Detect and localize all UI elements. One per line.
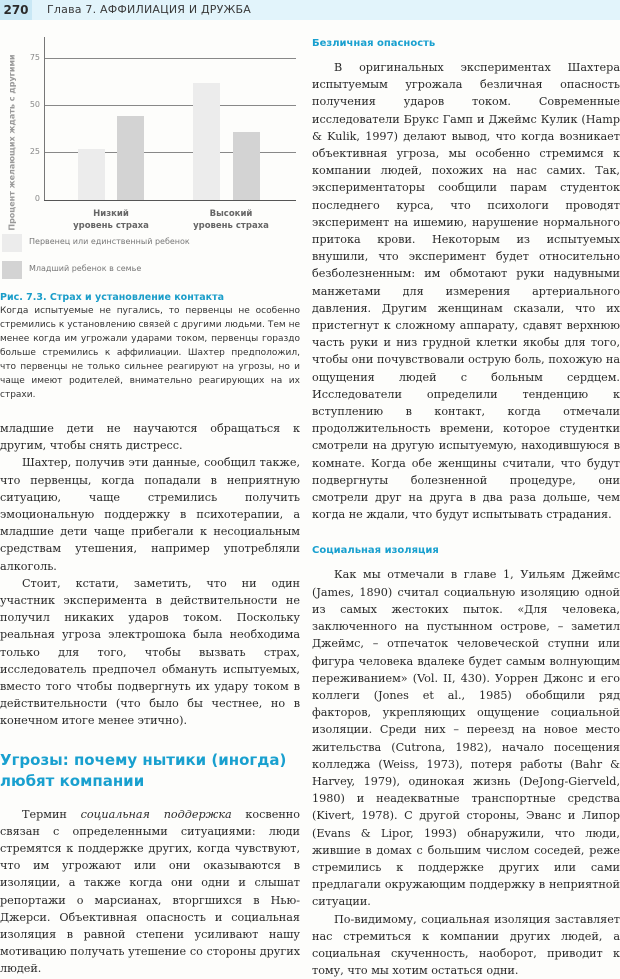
gridline-75 — [44, 58, 296, 59]
legend-swatch-light — [2, 234, 22, 252]
paragraph: В оригинальных экспериментах Шахтера испытуемым угрожала безличная опасность получения ударов током. Современные исследователи Брукс Гамп и Джеймс Кулик (Hamp & Kulik, 1997) делают вывод, что когда возникает объективная угроза, мы особенно стремимся к компании людей, похожих на нас самих. Так, экспериментаторы сообщили парам студенток последнего курса, что психологи проводят эксперимент на ишемию, нарушение нормального притока крови. Некоторым из испытуемых внушили, что эксперимент будет относительно безболезненным: им обмотают руки надувными манжетами для измерения артериального давления. Другим женщинам сказали, что их пристегнут к сложному аппарату, сдавят верхнюю часть руки и низ грудной клетки якобы для того, чтобы они почувствовали острую боль, похожую на ощущения людей с больным сердцем. Исследователи определили тенденцию к вступлению в контакт, когда отмечали продолжительность времени, которое студентки смотрели на другую испытуемую, находившуюся в комнате. Когда обе женщины считали, что будут подвергнуты болезненной процедуре, они смотрели друг на друга в два раза дольше, чем когда не ждали, что будут испытывать страдания. — [312, 61, 620, 522]
legend-swatch-dark — [2, 261, 22, 279]
y-axis-label: Процент желающих ждать с другими — [7, 54, 17, 231]
legend-label: Младший ребенок в семье — [29, 264, 142, 273]
y-tick-50: 50 — [29, 100, 40, 109]
italic-term: социальная поддержка — [80, 807, 232, 821]
category-low-fear — [66, 208, 156, 232]
gridline-50 — [44, 105, 296, 106]
y-axis — [44, 37, 45, 201]
figure-title: Рис. 7.3. Страх и установление контакта — [0, 292, 225, 303]
paragraph: Как мы отмечали в главе 1, Уильям Джеймс (James, 1890) считал социальную изоляцию одной из самых жестоких пыток. «Для человека, заключенного на пустынном острове, – заметил Джеймс, – отпечаток человеческой ступни или фигура человека вдалеке будет самым волнующим переживанием» (Vol. II, 430). Уоррен Джонс и его коллеги (Jones et al., 1985) обобщили ряд факторов, укрепляющих ощущение социальной изоляции. Среди них – переезд на новое место жительства (Cutrona, 1982), начало посещения колледжа (Weiss, 1973), потеря работы (Bahr & Harvey, 1979), одинокая жизнь (DeJong-Gierveld, 1980) и неадекватные транспортные средства (Kivert, 1978). С другой стороны, Эванс и Липор (Evans & Lipor, 1993) обнаружили, что люди, жившие в домах с большим числом соседей, реже стремились к поддержке других или сами предлагали окружающим поддержку в неприятной ситуации. — [312, 568, 620, 909]
right-column — [312, 28, 620, 979]
figure-caption: Когда испытуемые не пугались, то первенцы не особенно стремились к установлению связей с другими людьми. Тем не менее когда им угрожали ударами током, первенцы гораздо больше стремились к аффилиации. Шахтер предположил, что первенцы не только сильнее реагируют на угрозы, но и чаще имеют родителей, внимательно реагирующих на их страхи. — [0, 306, 300, 400]
section-heading: Угрозы: почему нытики (иногда) любят компании — [0, 750, 287, 790]
paragraph — [0, 806, 300, 978]
category-label-line: Низкий — [93, 209, 129, 219]
running-header — [0, 0, 620, 20]
bar-high-fear-first-born — [193, 83, 220, 200]
legend-label: Первенец или единственный ребенок — [29, 237, 190, 246]
left-column — [0, 28, 300, 978]
y-tick-25: 25 — [29, 147, 40, 156]
bar-high-fear-later-born — [233, 132, 260, 200]
chapter-title: Глава 7. АФФИЛИАЦИЯ И ДРУЖБА — [47, 3, 251, 16]
category-high-fear — [186, 208, 276, 232]
paragraph: Шахтер, получив эти данные, сообщил также, что первенцы, когда попадали в неприятную ситуацию, чаще стремились получить эмоциональную поддержку в психотерапии, а младшие дети чаще прибегали к несоциальным средствам утешения, например употребляли алкоголь. — [0, 456, 300, 573]
category-label-line: уровень страха — [193, 221, 269, 231]
bar-low-fear-first-born — [78, 149, 105, 200]
y-tick-0: 0 — [34, 194, 40, 203]
paragraph: младшие дети не научаются обращаться к другим, чтобы снять дистресс. — [0, 422, 300, 453]
paragraph: По-видимому, социальная изоляция заставляет нас стремиться к компании других людей, а социальная скученность, наоборот, приводит к тому, что мы хотим остаться одни. — [312, 912, 620, 978]
bar-chart — [0, 28, 300, 288]
category-label-line: уровень страха — [73, 221, 149, 231]
legend-item-later-born — [2, 261, 292, 279]
subheading: Безличная опасность — [312, 38, 436, 49]
x-axis — [44, 200, 296, 201]
category-label-line: Высокий — [209, 209, 253, 219]
bar-low-fear-later-born — [117, 116, 144, 200]
text-run: Термин — [22, 807, 81, 821]
subheading: Социальная изоляция — [312, 545, 439, 557]
legend-item-first-born — [2, 234, 292, 252]
text-run: косвенно связан с определенными ситуациями: люди стремятся к поддержке других, когда чувствуют, что им угрожают или они оказываются в изоляции, а также когда они одни и слышат репортажи о марсианах, вторгшихся в Нью-Джерси. Объективная опасность и социальная изоляция в равной степени усиливают нашу мотивацию получать утешение со стороны других людей. — [0, 807, 300, 976]
paragraph: Стоит, кстати, заметить, что ни один участник эксперимента в действительности не получил никаких ударов током. Поскольку реальная угроза электрошока была необходима только для того, чтобы вызвать страх, исследователь предпочел обмануть испытуемых, вместо того чтобы подвергнуть их удару током в действительности (что было бы честнее, но в конечном итоге менее этично). — [0, 576, 300, 728]
y-tick-75: 75 — [29, 53, 40, 62]
page-number: 270 — [0, 0, 32, 20]
